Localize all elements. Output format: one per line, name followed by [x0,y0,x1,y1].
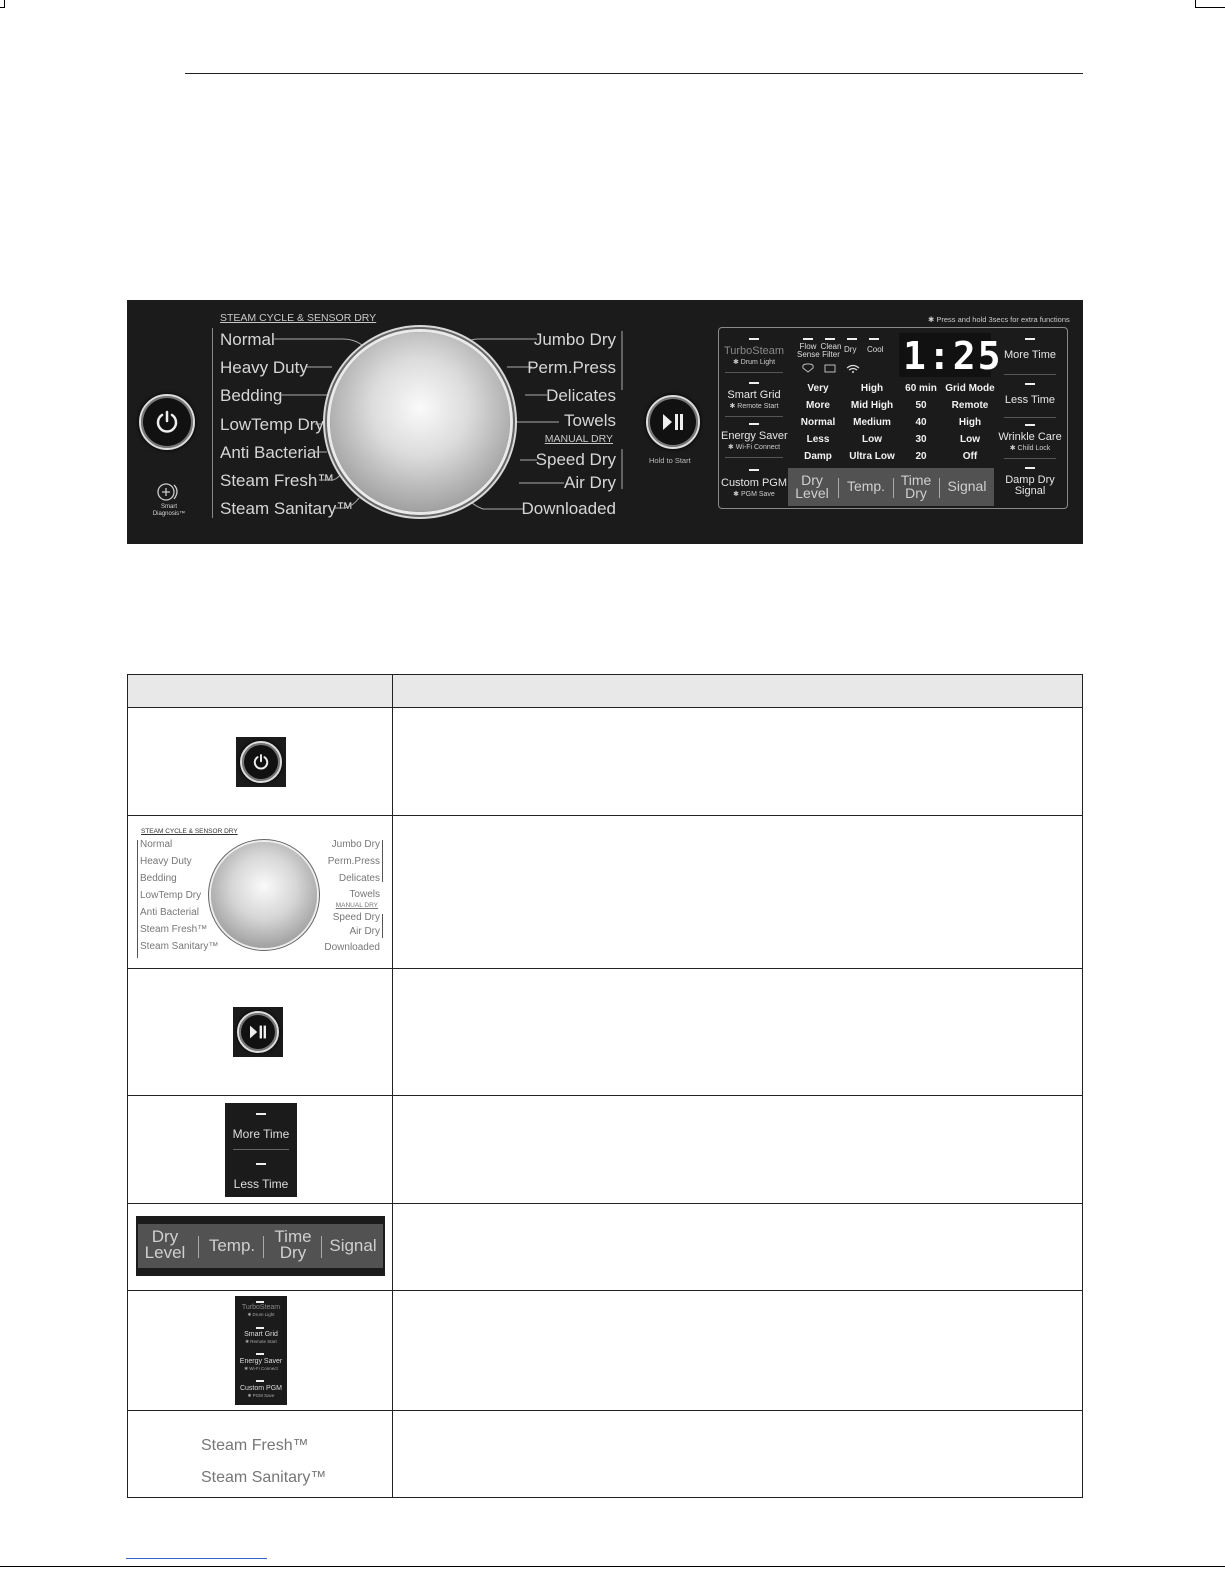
signal-high: High [958,417,982,428]
steam-fresh-label: Steam Fresh™ [201,1437,309,1454]
start-pause-image [233,1007,283,1057]
steam-sanitary-label: Steam Sanitary™ [201,1469,327,1486]
table-cell-description [393,816,1083,969]
time-dry-60: 60 min [905,383,937,394]
smart-diagnosis-label: Smart Diagnosis™ [152,504,186,517]
option-strip [788,468,994,506]
table-cell-description [393,708,1083,816]
signal-off: Off [962,451,978,462]
knob-image [211,842,317,948]
table-cell-image [128,1204,393,1291]
table-row [128,1096,1083,1204]
cycle-anti-bacterial[interactable]: Anti Bacterial [220,443,321,462]
time-display: 1:25 [903,334,1003,378]
table-cell-image [128,969,393,1096]
temp-mid-high: Mid High [850,400,894,411]
more-less-time-image: More Time Less Time [225,1103,297,1197]
signal-remote: Remote [951,400,989,411]
status-indicators [797,336,897,376]
table-row [128,816,1083,969]
cycle-bedding[interactable]: Bedding [220,386,283,405]
table-cell-description [393,1291,1083,1411]
table-header-row [128,675,1083,708]
table-cell-description [393,1204,1083,1291]
indicator-icons [801,362,871,374]
crop-mark [1196,7,1225,8]
option-strip-image: Dry Level Temp. Time Dry Signal [136,1216,385,1276]
start-pause-button[interactable] [646,395,700,449]
dry-level-less: Less [806,434,830,445]
table-row [128,1204,1083,1291]
cool-indicator: Cool [867,345,884,354]
dry-level-more: More [806,400,830,411]
table-header-cell [128,675,393,708]
time-dry-50: 50 [915,400,927,411]
temp-medium: Medium [853,417,891,428]
cycle-lowtemp-dry[interactable]: LowTemp Dry [220,415,324,434]
signal-button[interactable]: Signal [947,478,987,494]
time-dry-20: 20 [915,451,927,462]
temp-high: High [860,383,884,394]
turbosteam-button[interactable]: TurboSteam [723,345,785,357]
cycle-speed-dry[interactable]: Speed Dry [535,450,616,469]
cycle-selector-knob[interactable] [330,332,510,512]
table-header-cell [393,675,1083,708]
footer-link-underline[interactable] [126,1558,267,1559]
temp-button[interactable]: Temp. [846,478,886,494]
dry-level-damp: Damp [804,451,832,462]
table-cell-image [128,1096,393,1204]
cycle-normal[interactable]: Normal [220,330,275,349]
header-rule [185,73,1083,74]
wrinkle-care-button[interactable]: Wrinkle Care [998,431,1062,443]
table-cell-image [128,1411,393,1498]
table-cell-description [393,1411,1083,1498]
crop-mark [0,7,4,8]
option-buttons-image: TurboSteam ✱ Drum Light Smart Grid ✱ Remote Start Energy Saver ✱ Wi-Fi Connect Custom PGM ✱ PGM Save [235,1296,287,1405]
steam-cycle-header: STEAM CYCLE & SENSOR DRY [220,312,377,324]
cycle-perm-press[interactable]: Perm.Press [527,358,616,377]
table-cell-image [128,816,393,969]
press-hold-note: ✱ Press and hold 3secs for extra functions [928,315,1070,324]
more-time-button[interactable]: More Time [1004,349,1056,361]
dry-level-button[interactable]: Dry Level [795,472,829,502]
dry-level-very: Very [807,383,829,394]
table-row [128,969,1083,1096]
left-option-buttons: TurboSteam ✱ Drum Light Smart Grid ✱ Remote Start Energy Saver ✱ Wi-Fi Connect Custom PGM ✱ PGM Save [721,330,787,506]
play-pause-icon [248,1024,268,1040]
power-icon [252,753,270,771]
manual-dry-header: MANUAL DRY [544,433,613,445]
footer-rule [0,1566,1225,1567]
table-row [128,1291,1083,1411]
cycle-steam-fresh[interactable]: Steam Fresh™ [220,471,335,490]
dry-indicator: Dry [844,345,857,354]
custom-pgm-button[interactable]: Custom PGM [721,477,788,489]
table-cell-image [128,1291,393,1411]
time-dry-40: 40 [915,417,927,428]
temp-ultra-low: Ultra Low [849,451,895,462]
temp-low: Low [862,434,882,445]
less-time-button[interactable]: Less Time [1004,394,1056,406]
cycle-heavy-duty[interactable]: Heavy Duty [220,358,308,377]
cycle-air-dry[interactable]: Air Dry [564,473,616,492]
dry-level-normal: Normal [800,417,836,428]
cycle-delicates[interactable]: Delicates [546,386,616,405]
time-dry-30: 30 [915,434,927,445]
smart-grid-button[interactable]: Smart Grid [727,389,781,401]
table-cell-description [393,969,1083,1096]
signal-grid-mode: Grid Mode [945,383,995,394]
right-option-buttons: More Time Less Time Wrinkle Care ✱ Child Lock Damp Dry Signal [996,330,1064,506]
table-cell-description [393,1096,1083,1204]
flow-sense-indicator: Flow Sense [797,342,820,359]
option-grid [788,380,994,466]
crop-mark [4,0,5,8]
controls-table [127,674,1083,1498]
cycle-jumbo-dry[interactable]: Jumbo Dry [533,330,616,349]
table-row [128,1411,1083,1498]
time-dry-button[interactable]: Time Dry [900,472,932,502]
cycle-selector-image: STEAM CYCLE & SENSOR DRY Normal Heavy Duty Bedding LowTemp Dry Anti Bacterial Steam Fresh™ Steam Sanitary™ Jumbo Dry Perm.Press Delicates Towels MANUAL DRY Speed Dry Air Dry Downloaded [128,816,392,969]
cycle-towels[interactable]: Towels [564,411,616,430]
power-button-image [236,737,286,787]
energy-saver-button[interactable]: Energy Saver [721,430,788,442]
clean-filter-indicator: Clean Filter [820,342,842,359]
cycle-steam-sanitary[interactable]: Steam Sanitary™ [220,499,354,518]
table-row [128,708,1083,816]
damp-dry-signal-button[interactable]: Damp Dry Signal [1005,474,1055,497]
signal-low: Low [960,434,980,445]
table-cell-image [128,708,393,816]
hold-to-start-label: Hold to Start [649,456,691,465]
cycle-downloaded[interactable]: Downloaded [521,499,616,518]
play-pause-icon [661,412,685,432]
